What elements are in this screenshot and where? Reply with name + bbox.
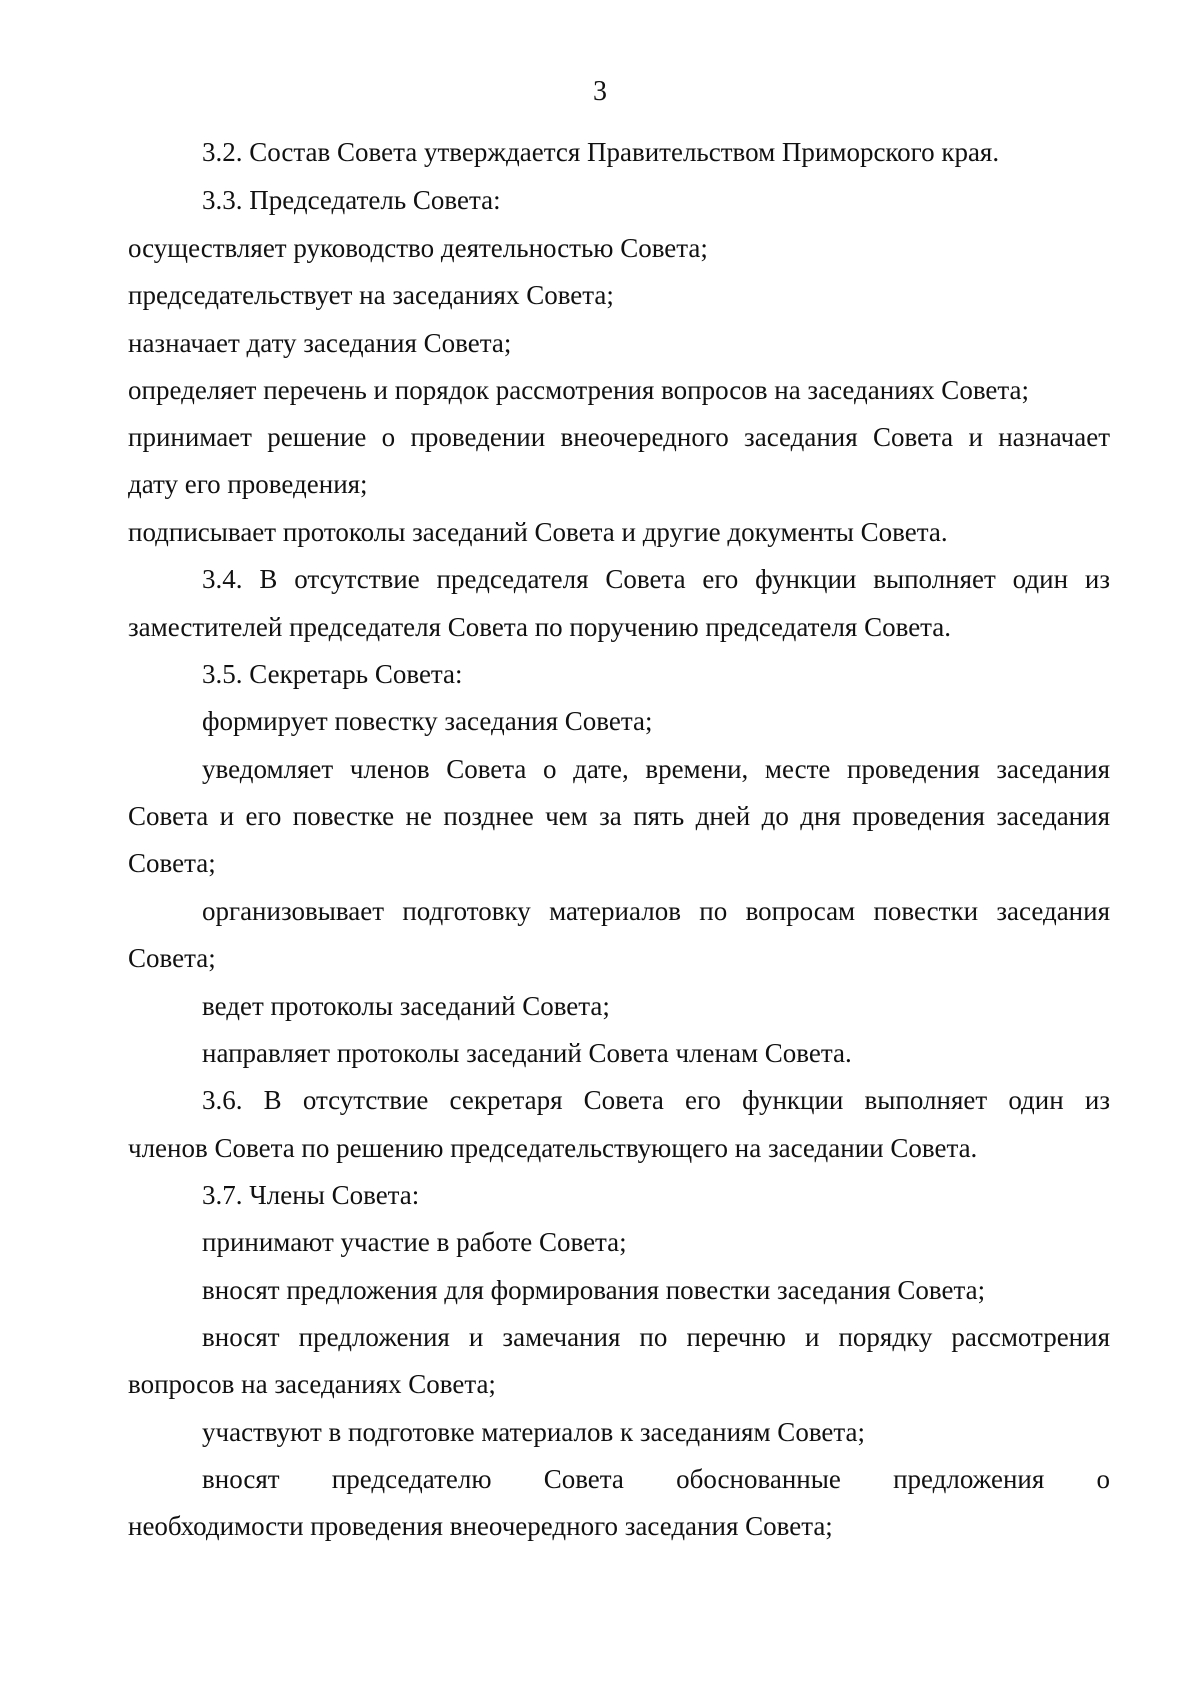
page-number: 3 bbox=[593, 76, 607, 107]
text-line: вносят предложения для формирования повестки заседания Совета; bbox=[202, 1275, 986, 1305]
text-line: членов Совета по решению председательствующего на заседании Совета. bbox=[128, 1133, 978, 1163]
text-line: направляет протоколы заседаний Совета членам Совета. bbox=[202, 1038, 852, 1068]
text-line: организовывает подготовку материалов по вопросам повестки заседания bbox=[202, 896, 1110, 926]
text-line: Совета; bbox=[128, 848, 216, 878]
text-line: дату его проведения; bbox=[128, 469, 368, 499]
text-line: принимают участие в работе Совета; bbox=[202, 1227, 627, 1257]
text-line: вносят предложения и замечания по перечню и порядку рассмотрения bbox=[202, 1322, 1110, 1352]
text-line: 3.5. Секретарь Совета: bbox=[202, 659, 463, 689]
text-line: 3.4. В отсутствие председателя Совета его функции выполняет один из bbox=[202, 564, 1110, 594]
text-line: 3.3. Председатель Совета: bbox=[202, 185, 501, 215]
text-line: председательствует на заседаниях Совета; bbox=[128, 280, 614, 310]
text-line: необходимости проведения внеочередного заседания Совета; bbox=[128, 1511, 833, 1541]
text-line: 3.6. В отсутствие секретаря Совета его функции выполняет один из bbox=[202, 1085, 1110, 1115]
text-line: уведомляет членов Совета о дате, времени, месте проведения заседания bbox=[202, 754, 1110, 784]
text-line: ведет протоколы заседаний Совета; bbox=[202, 991, 610, 1021]
text-line: принимает решение о проведении внеочередного заседания Совета и назначает bbox=[128, 422, 1110, 452]
text-line: назначает дату заседания Совета; bbox=[128, 328, 512, 358]
text-line: заместителей председателя Совета по поручению председателя Совета. bbox=[128, 612, 952, 642]
text-line: вопросов на заседаниях Совета; bbox=[128, 1369, 496, 1399]
text-line: Совета и его повестке не позднее чем за пять дней до дня проведения заседания bbox=[128, 801, 1110, 831]
text-line: Совета; bbox=[128, 943, 216, 973]
text-line: осуществляет руководство деятельностью Совета; bbox=[128, 233, 708, 263]
text-line: формирует повестку заседания Совета; bbox=[202, 706, 653, 736]
text-line: участвуют в подготовке материалов к заседаниям Совета; bbox=[202, 1417, 866, 1447]
text-line: 3.7. Члены Совета: bbox=[202, 1180, 420, 1210]
text-line: определяет перечень и порядок рассмотрения вопросов на заседаниях Совета; bbox=[128, 375, 1030, 405]
text-line: вносят председателю Совета обоснованные предложения о bbox=[202, 1464, 1110, 1494]
text-line: 3.2. Состав Совета утверждается Правительством Приморского края. bbox=[202, 137, 1000, 167]
text-line: подписывает протоколы заседаний Совета и другие документы Совета. bbox=[128, 517, 948, 547]
